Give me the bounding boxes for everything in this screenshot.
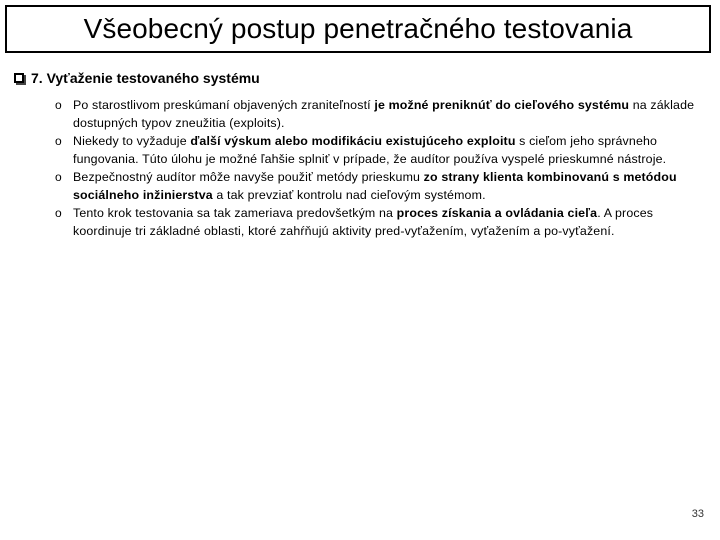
bullet-text [73,134,666,166]
bullet-text-emphasis: ďalší výskum alebo modifikáciu existujúceho exploitu [190,134,516,148]
square-bullet-icon [14,73,24,83]
bullet-text-segment: Niekedy to vyžaduje [73,134,191,148]
bullet-list [55,96,705,240]
bullet-text-segment: na základe dostupných typov zneužitia (exploits). [73,98,695,130]
page-number: 33 [691,508,704,520]
slide-title: Všeobecný postup penetračného testovania [83,13,633,44]
bullet-text-segment: Bezpečnostný audítor môže navyše použiť metódy prieskumu [73,170,424,184]
bullet-item [55,168,705,204]
bullet-text [73,206,653,238]
bullet-text [73,170,677,202]
bullet-text-emphasis: je možné preniknúť do cieľového systému [374,98,630,112]
bullet-text-segment: . A proces koordinuje tri základné oblasti, ktoré zahŕňujú aktivity pred-vyťažením, vyťažením a po-vyťažení. [73,206,654,238]
bullet-text-segment: Po starostlivom preskúmaní objavených zraniteľností [73,98,375,112]
bullet-item [55,96,705,132]
bullet-marker: o [55,170,62,184]
bullet-text-segment: a tak prevziať kontrolu nad cieľovým systémom. [212,188,486,202]
bullet-text [73,98,694,130]
title-box [5,5,711,53]
bullet-marker: o [55,134,62,148]
bullet-item [55,204,705,240]
bullet-text-emphasis: zo strany klienta kombinovanú s metódou sociálneho inžinierstva [73,170,677,202]
bullet-text-segment: s cieľom jeho správneho fungovania. Túto úlohu je možné ľahšie splniť v prípade, že audítor používa vyspelé prieskumné nástroje. [73,134,667,166]
section-title: 7. Vyťaženie testovaného systému [31,70,260,86]
bullet-marker: o [55,206,62,220]
section-heading [14,70,260,86]
bullet-text-segment: Tento krok testovania sa tak zameriava predovšetkým na [73,206,397,220]
bullet-marker: o [55,98,62,112]
bullet-item [55,132,705,168]
bullet-text-emphasis: proces získania a ovládania cieľa [396,206,598,220]
